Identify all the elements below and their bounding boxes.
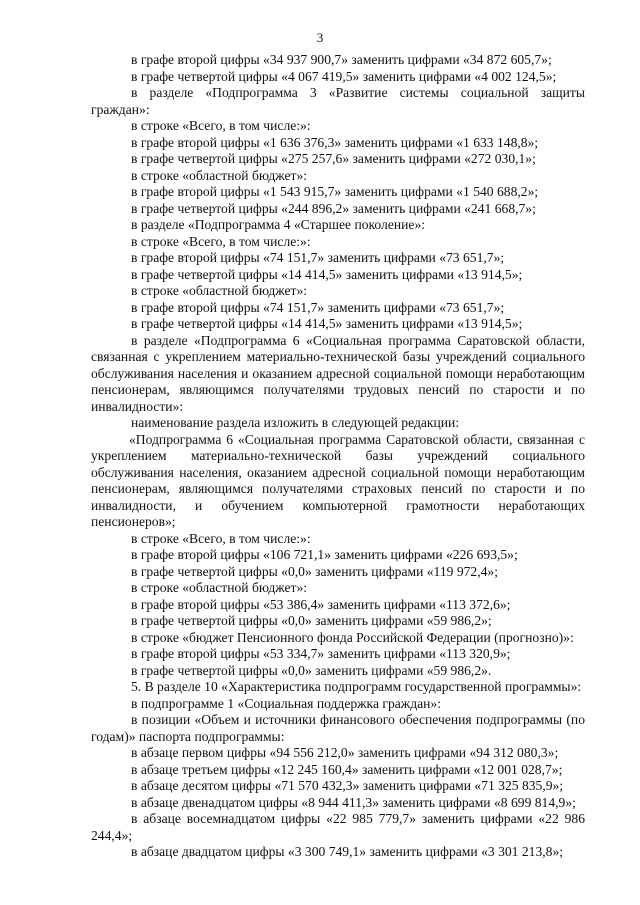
paragraph: в абзаце десятом цифры «71 570 432,3» заменить цифрами «71 325 835,9»;: [131, 778, 564, 793]
paragraph: «Подпрограмма 6 «Социальная программа Саратовской области, связанная с укреплением материально-технической базы учреждений социального обслуживания населения, оказанием адресной социальной помощи неработающим пенсионерам, являющимся получателями страховых пенсий по старости и по инвалидности, и обучением компьютерной грамотности неработающих пенсионеров»;: [91, 431, 585, 529]
paragraph: в абзаце первом цифры «94 556 212,0» заменить цифрами «94 312 080,3»;: [131, 745, 559, 760]
paragraph: в графе второй цифры «74 151,7» заменить цифрами «73 651,7»;: [131, 250, 505, 265]
paragraph: в графе четвертой цифры «14 414,5» заменить цифрами «13 914,5»;: [131, 316, 523, 331]
paragraph: в графе четвертой цифры «0,0» заменить цифрами «119 972,4»;: [131, 563, 498, 579]
document-body: [91, 52, 585, 861]
paragraph: в графе четвертой цифры «0,0» заменить цифрами «59 986,2».: [131, 662, 492, 678]
paragraph: в абзаце двенадцатом цифры «8 944 411,3» заменить цифрами «8 699 814,9»;: [131, 794, 576, 810]
paragraph: 5. В разделе 10 «Характеристика подпрограмм государственной программы»:: [131, 679, 582, 694]
paragraph: в графе четвертой цифры «4 067 419,5» заменить цифрами «4 002 124,5»;: [131, 68, 557, 84]
paragraph: в графе четвертой цифры «275 257,6» заменить цифрами «272 030,1»;: [131, 151, 536, 166]
paragraph: в графе второй цифры «34 937 900,7» заменить цифрами «34 872 605,7»;: [131, 52, 552, 67]
paragraph: в графе четвертой цифры «0,0» заменить цифрами «59 986,2»;: [131, 613, 492, 628]
paragraph: в строке «областной бюджет»:: [131, 580, 308, 595]
paragraph: в разделе «Подпрограмма 6 «Социальная программа Саратовской области, связанная с укреплением материально-технической базы учреждений социального обслуживания населения и оказанием адресной социальной помощи неработающим пенсионерам, являющимся получателями трудовых пенсий по старости и по инвалидности»:: [91, 332, 585, 414]
paragraph: в строке «Всего, в том числе:»:: [131, 530, 311, 546]
paragraph: в абзаце восемнадцатом цифры «22 985 779,7» заменить цифрами «22 986 244,4»;: [91, 811, 585, 843]
paragraph: в разделе «Подпрограмма 3 «Развитие системы социальной защиты граждан»:: [91, 85, 585, 117]
paragraph: в графе четвертой цифры «244 896,2» заменить цифрами «241 668,7»;: [131, 200, 536, 216]
paragraph: в абзаце двадцатом цифры «3 300 749,1» заменить цифрами «3 301 213,8»;: [131, 844, 564, 859]
paragraph: в графе второй цифры «106 721,1» заменить цифрами «226 693,5»;: [131, 547, 518, 562]
paragraph: в подпрограмме 1 «Социальная поддержка граждан»:: [131, 695, 441, 711]
paragraph: в строке «Всего, в том числе:»:: [131, 118, 311, 133]
paragraph: в позиции «Объем и источники финансового обеспечения подпрограммы (по годам)» паспорта подпрограммы:: [91, 712, 585, 744]
paragraph: в графе второй цифры «1 543 915,7» заменить цифрами «1 540 688,2»;: [131, 184, 539, 199]
paragraph: в графе второй цифры «74 151,7» заменить цифрами «73 651,7»;: [131, 299, 505, 315]
page-number: 3: [316, 30, 324, 45]
paragraph: в графе второй цифры «53 334,7» заменить цифрами «113 320,9»;: [131, 646, 511, 661]
paragraph: в строке «бюджет Пенсионного фонда Российской Федерации (прогнозно)»:: [131, 629, 574, 645]
paragraph: в графе второй цифры «53 386,4» заменить цифрами «113 372,6»;: [131, 596, 511, 612]
paragraph: в строке «областной бюджет»:: [131, 167, 308, 183]
paragraph: в абзаце третьем цифры «12 245 160,4» заменить цифрами «12 001 028,7»;: [131, 761, 563, 777]
paragraph: в графе четвертой цифры «14 414,5» заменить цифрами «13 914,5»;: [131, 266, 523, 282]
paragraph: в разделе «Подпрограмма 4 «Старшее поколение»:: [131, 217, 426, 232]
paragraph: в строке «Всего, в том числе:»:: [131, 233, 311, 249]
paragraph: в графе второй цифры «1 636 376,3» заменить цифрами «1 633 148,8»;: [131, 134, 539, 150]
paragraph: в строке «областной бюджет»:: [131, 283, 308, 298]
paragraph: наименование раздела изложить в следующей редакции:: [131, 415, 460, 430]
